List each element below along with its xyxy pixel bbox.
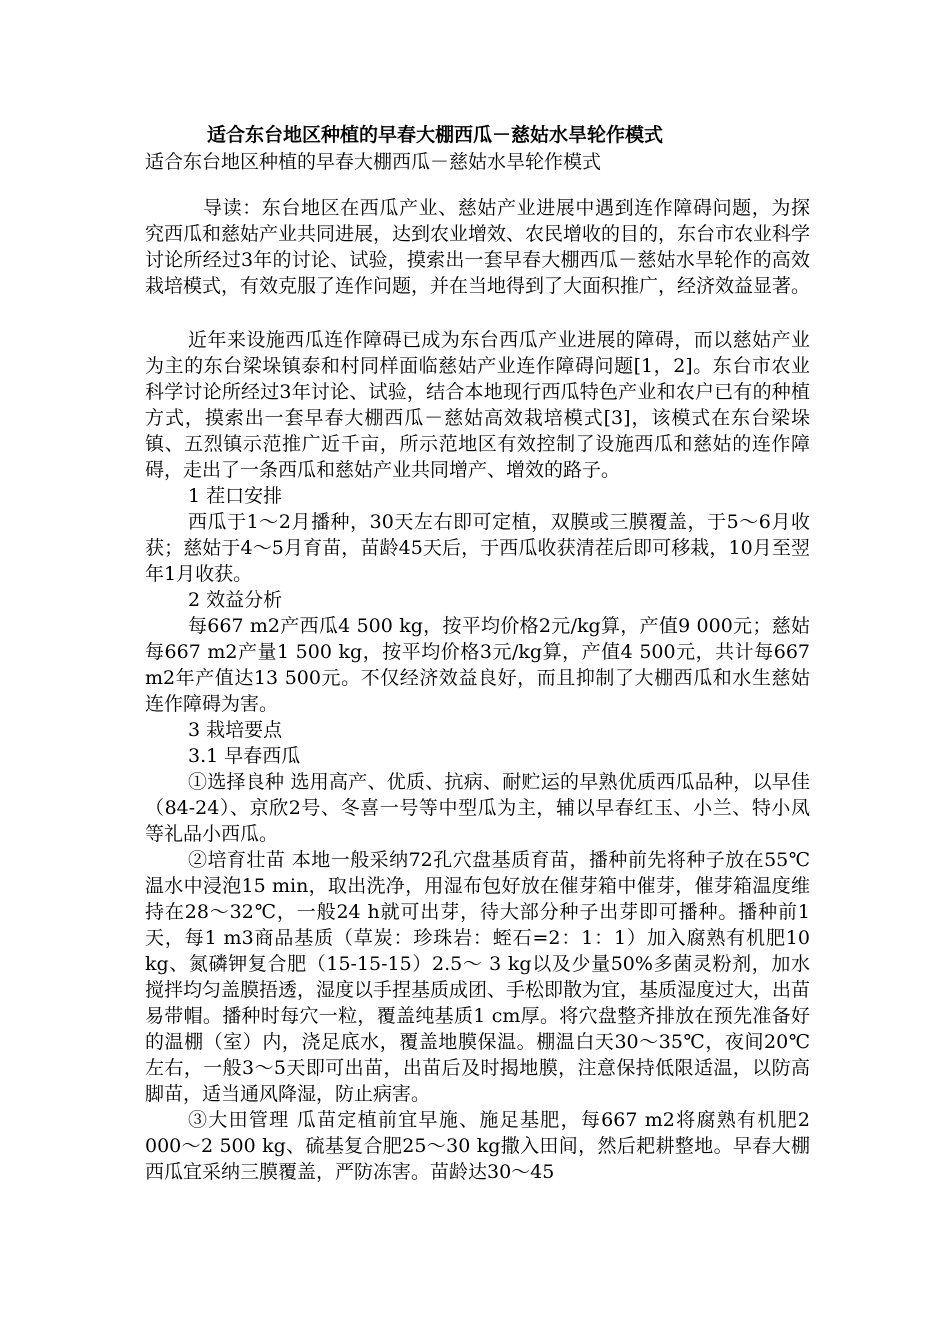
document-subtitle: 适合东台地区种植的早春大棚西瓜－慈姑水旱轮作模式 bbox=[145, 151, 602, 173]
section-2-heading: 2 效益分析 bbox=[188, 589, 283, 611]
item-2-raise-seedlings: ②培育壮苗 本地一般采纳72孔穴盘基质育苗，播种前先将种子放在55℃温水中浸泡15 min，取出洗净，用湿布包好放在催芽箱中催芽，催芽箱温度维持在28～32℃，一般24 h就可出芽，待大部分种子出芽即可播种。播种前1天，每1 m3商品基质（草炭：珍珠岩：蛭石=2：1：1）加入腐熟有机肥10 kg、氮磷钾复合肥（15-15-15）2.5～ 3 kg以及少量50%多菌灵粉剂，加水搅拌均匀盖膜捂透，湿度以手捏基质成团、手松即散为宜，基质湿度过大，出苗易带帽。播种时每穴一粒，覆盖纯基质1 cm厚。将穴盘整齐排放在预先准备好的温棚（室）内，浇足底水，覆盖地膜保温。棚温白天30～35℃，夜间20℃左右，一般3～5天即可出苗，出苗后及时揭地膜，注意保持低限适温，以防高脚苗，适当通风降湿，防止病害。 bbox=[145, 849, 811, 1105]
section-3-heading: 3 栽培要点 bbox=[188, 719, 283, 741]
intro-paragraph: 导读：东台地区在西瓜产业、慈姑产业进展中遇到连作障碍问题，为探究西瓜和慈姑产业共同进展，达到农业增效、农民增收的目的，东台市农业科学讨论所经过3年的讨论、试验，摸索出一套早春大棚西瓜－慈姑水旱轮作的高效栽培模式，有效克服了连作问题，并在当地得到了大面积推广，经济效益显著。 bbox=[145, 197, 811, 297]
item-3-field-management: ③大田管理 瓜苗定植前宜早施、施足基肥，每667 m2将腐熟有机肥2 000～2 500 kg、硫基复合肥25～30 kg撒入田间，然后耙耕整地。早春大棚西瓜宜采纳三膜覆盖，严防冻害。苗龄达30～45 bbox=[145, 1109, 810, 1183]
item-1-select-variety: ①选择良种 选用高产、优质、抗病、耐贮运的早熟优质西瓜品种，以早佳（84-24）、京欣2号、冬喜一号等中型瓜为主，辅以早春红玉、小兰、特小凤等礼品小西瓜。 bbox=[145, 771, 810, 845]
section-1-text: 西瓜于1～2月播种，30天左右即可定植，双膜或三膜覆盖，于5～6月收获；慈姑于4～5月育苗，苗龄45天后，于西瓜收获清茬后即可移栽，10月至翌年1月收获。 bbox=[145, 511, 810, 585]
section-3-1-heading: 3.1 早春西瓜 bbox=[188, 745, 301, 767]
section-2-text: 每667 m2产西瓜4 500 kg，按平均价格2元/kg算，产值9 000元；慈姑每667 m2产量1 500 kg，按平均价格3元/kg算，产值4 500元，共计每667 m2年产值达13 500元。不仅经济效益良好，而且抑制了大棚西瓜和水生慈姑连作障碍为害。 bbox=[145, 615, 810, 715]
document-title: 适合东台地区种植的早春大棚西瓜－慈姑水旱轮作模式 bbox=[207, 124, 664, 146]
section-1-heading: 1 茬口安排 bbox=[188, 485, 283, 507]
body-paragraph-1: 近年来设施西瓜连作障碍已成为东台西瓜产业进展的障碍，而以慈姑产业为主的东台梁垛镇泰和村同样面临慈姑产业连作障碍问题[1，2]。东台市农业科学讨论所经过3年讨论、试验，结合本地现行西瓜特色产业和农户已有的种植方式，摸索出一套早春大棚西瓜－慈姑高效栽培模式[3]，该模式在东台梁垛镇、五烈镇示范推广近千亩，所示范地区有效控制了设施西瓜和慈姑的连作障碍，走出了一条西瓜和慈姑产业共同增产、增效的路子。 bbox=[145, 329, 810, 481]
